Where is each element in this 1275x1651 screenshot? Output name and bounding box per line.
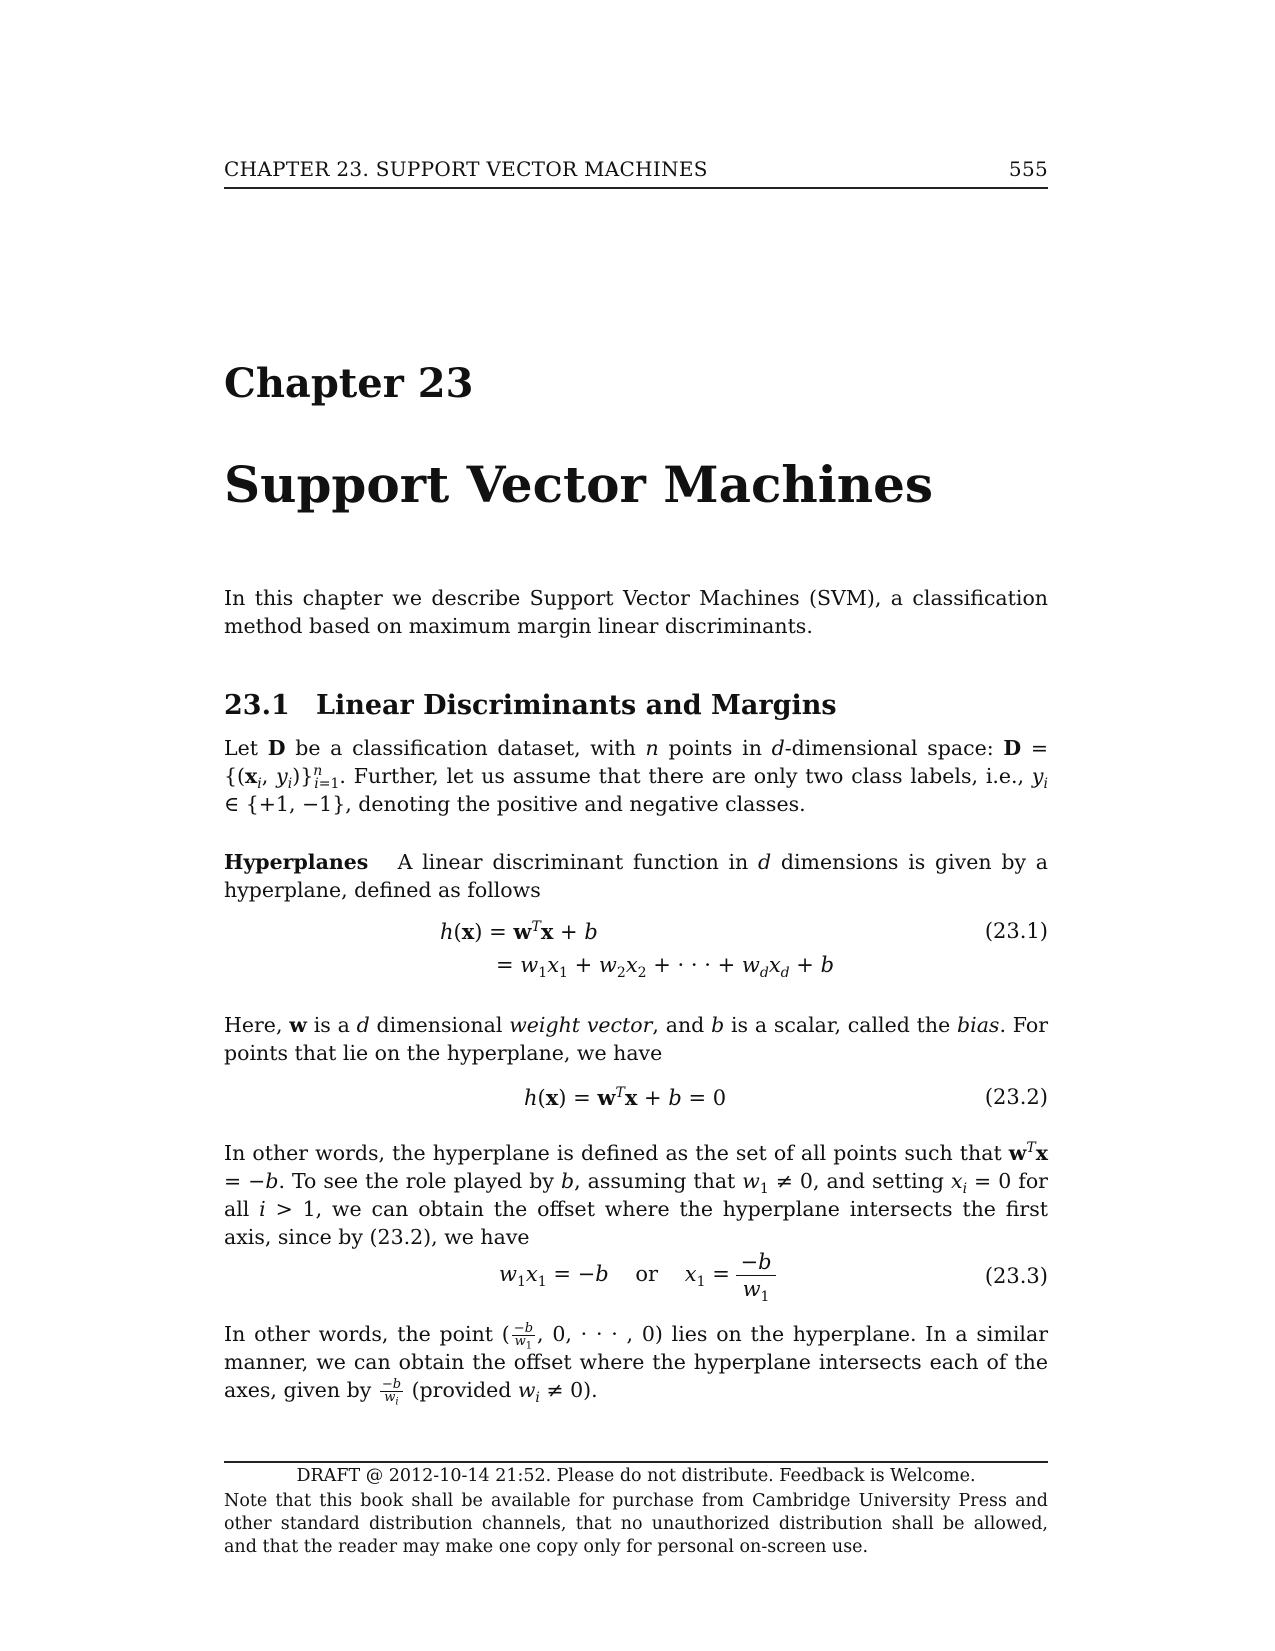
page-number: 555 bbox=[1008, 157, 1048, 181]
section-number: 23.1 bbox=[224, 690, 290, 721]
running-header bbox=[224, 157, 1048, 189]
running-title: CHAPTER 23. SUPPORT VECTOR MACHINES bbox=[224, 157, 708, 181]
equation-23-2: $h(x) = w^Tx + b = 0$ bbox=[524, 1085, 727, 1110]
draft-notice: DRAFT @ 2012-10-14 21:52. Please do not distribute. Feedback is Welcome. bbox=[296, 1466, 976, 1486]
paragraph-weight-bias: Here, w is a d dimensional weight vector, and b is a scalar, called the bias. For points that lie on the hyperplane, we have bbox=[224, 1013, 1048, 1065]
paragraph-hyperplanes: Hyperplanes A linear discriminant function in d dimensions is given by a hyperplane, defined as follows bbox=[224, 850, 1048, 902]
equation-number-23-3: (23.3) bbox=[984, 1264, 1048, 1288]
equation-23-3: $w_1x_1 = -b$ or $x_1$ = $\frac{-b}{w_1}$ bbox=[499, 1249, 776, 1302]
equation-number-23-2: (23.2) bbox=[984, 1085, 1048, 1109]
equation-23-1-line1: $h(x) = w^Tx + b$ bbox=[440, 919, 598, 944]
paragraph-intercepts: In other words, the point ( $\frac{-b}{w_1}$ , 0, · · · , 0) lies on the hyperplane. In a similar manner, we can obtain the offset where the hyperplane intersects each of the axes, given by $\frac{-b}{w_i}$ (provided $w_i \ne 0$). bbox=[224, 1321, 1048, 1408]
hyperplanes-heading: Hyperplanes bbox=[224, 850, 369, 874]
distribution-note: Note that this book shall be available for purchase from Cambridge University Press and other standard distribution channels, that no unauthorized distribution shall be allowed, and that the reader may make one copy only for personal on-screen use. bbox=[224, 1491, 1048, 1557]
paragraph-dataset: Let D be a classification dataset, with n points in d-dimensional space: $D = \{(x_i$, $y_i)\}^n_{i=1}$. Further, let us assume that there are only two class labels, i.e., $y_i$ ∈ {+1, −1}, denoting the positive and negative classes. bbox=[224, 736, 1049, 816]
equation-23-1-line2: = $w_1x_1 + w_2x_2$ + · · · + $w_dx_d + b$ bbox=[496, 953, 835, 982]
chapter-label: Chapter 23 bbox=[224, 360, 474, 407]
intro-paragraph: In this chapter we describe Support Vector Machines (SVM), a classification method based on maximum margin linear discriminants. bbox=[224, 586, 1048, 638]
paragraph-offset: In other words, the hyperplane is defined as the set of all points such that $w^Tx = -b$. To see the role played by b, assuming that $w_1 \ne 0$, and setting $x_i = 0$ for all i > 1, we can obtain the offset where the hyperplane intersects the first axis, since by (23.2), we have bbox=[224, 1140, 1048, 1249]
chapter-title: Support Vector Machines bbox=[224, 455, 934, 514]
section-heading bbox=[224, 690, 837, 721]
equation-number-23-1: (23.1) bbox=[984, 919, 1048, 943]
footer-rule bbox=[224, 1461, 1048, 1463]
section-title: Linear Discriminants and Margins bbox=[316, 690, 837, 721]
